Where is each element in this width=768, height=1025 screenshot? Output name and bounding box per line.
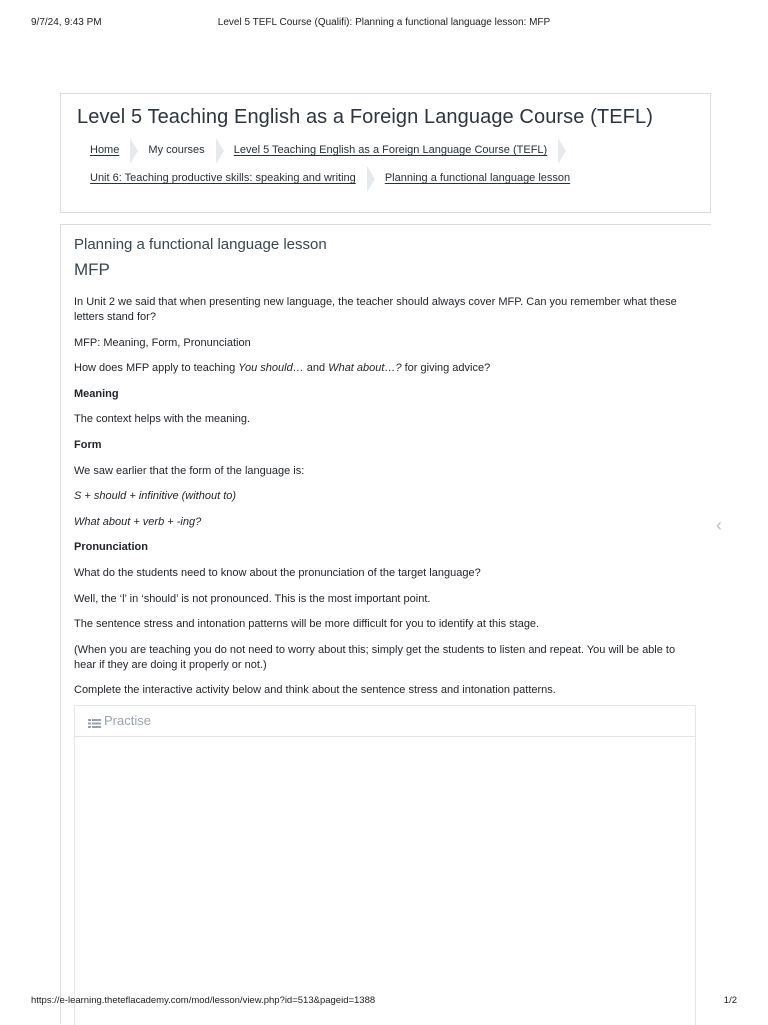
chevron-left-icon[interactable]: ‹ xyxy=(716,515,722,535)
list-icon xyxy=(88,716,101,725)
breadcrumb-item-home[interactable]: Home xyxy=(90,144,145,156)
page-title: MFP xyxy=(74,260,110,279)
breadcrumb-item-my-courses: My courses xyxy=(148,144,230,156)
breadcrumb-item-unit[interactable]: Unit 6: Teaching productive skills: speaking and writing xyxy=(90,172,382,184)
breadcrumb-item-lesson[interactable]: Planning a functional language lesson xyxy=(384,172,571,185)
intro-paragraph: In Unit 2 we said that when presenting new language, the teacher should always cover MFP. Can you remember what these letters stand for? xyxy=(74,296,677,323)
print-page-title: Level 5 TEFL Course (Qualifi): Planning a functional language lesson: MFP xyxy=(217,17,551,28)
breadcrumb-row-2 xyxy=(90,172,596,184)
lesson-body xyxy=(74,295,694,709)
meaning-text: The context helps with the meaning. xyxy=(74,413,251,426)
activity-intro: Complete the interactive activity below and think about the sentence stress and intonation patterns. xyxy=(74,684,556,697)
pronunciation-point-2: The sentence stress and intonation patterns will be more difficult for you to identify at this stage. xyxy=(74,618,540,631)
form-heading: Form xyxy=(74,438,102,451)
practise-header xyxy=(75,706,695,737)
lesson-title: Planning a functional language lesson xyxy=(74,236,327,253)
print-header xyxy=(0,17,768,31)
form-pattern-what-about: What about + verb + -ing? xyxy=(74,515,202,528)
practise-label: Practise xyxy=(104,713,151,728)
print-page-number: 1/2 xyxy=(723,995,737,1006)
breadcrumb-separator xyxy=(130,138,138,164)
pronunciation-point-3: (When you are teaching you do not need to worry about this; simply get the students to listen and repeat. You will be able to hear if they are doing it properly or not.) xyxy=(74,643,676,671)
breadcrumb-separator xyxy=(558,138,566,164)
print-datetime: 9/7/24, 9:43 PM xyxy=(31,17,102,28)
practise-activity[interactable] xyxy=(74,705,696,1025)
meaning-heading: Meaning xyxy=(74,387,119,400)
breadcrumb-separator xyxy=(216,138,224,164)
question-paragraph: How does MFP apply to teaching You should… and What about…? for giving advice? xyxy=(74,362,491,375)
print-footer xyxy=(0,995,768,1009)
print-url: https://e-learning.theteflacademy.com/mod/lesson/view.php?id=513&pageid=1388 xyxy=(31,995,376,1006)
course-header xyxy=(60,93,711,213)
form-text: We saw earlier that the form of the language is: xyxy=(74,464,305,477)
pronunciation-question: What do the students need to know about the pronunciation of the target language? xyxy=(74,566,481,579)
breadcrumb-separator xyxy=(367,166,375,192)
form-pattern-should: S + should + infinitive (without to) xyxy=(74,490,237,503)
pronunciation-heading: Pronunciation xyxy=(74,541,148,554)
lesson-content-card xyxy=(60,224,711,1024)
breadcrumb xyxy=(90,144,573,156)
course-title: Level 5 Teaching English as a Foreign Language Course (TEFL) xyxy=(77,106,653,128)
pronunciation-point-1: Well, the ‘l’ in ‘should’ is not pronounced. This is the most important point. xyxy=(74,592,431,605)
mfp-line: MFP: Meaning, Form, Pronunciation xyxy=(74,336,251,349)
breadcrumb-item-course[interactable]: Level 5 Teaching English as a Foreign Language Course (TEFL) xyxy=(234,144,573,156)
